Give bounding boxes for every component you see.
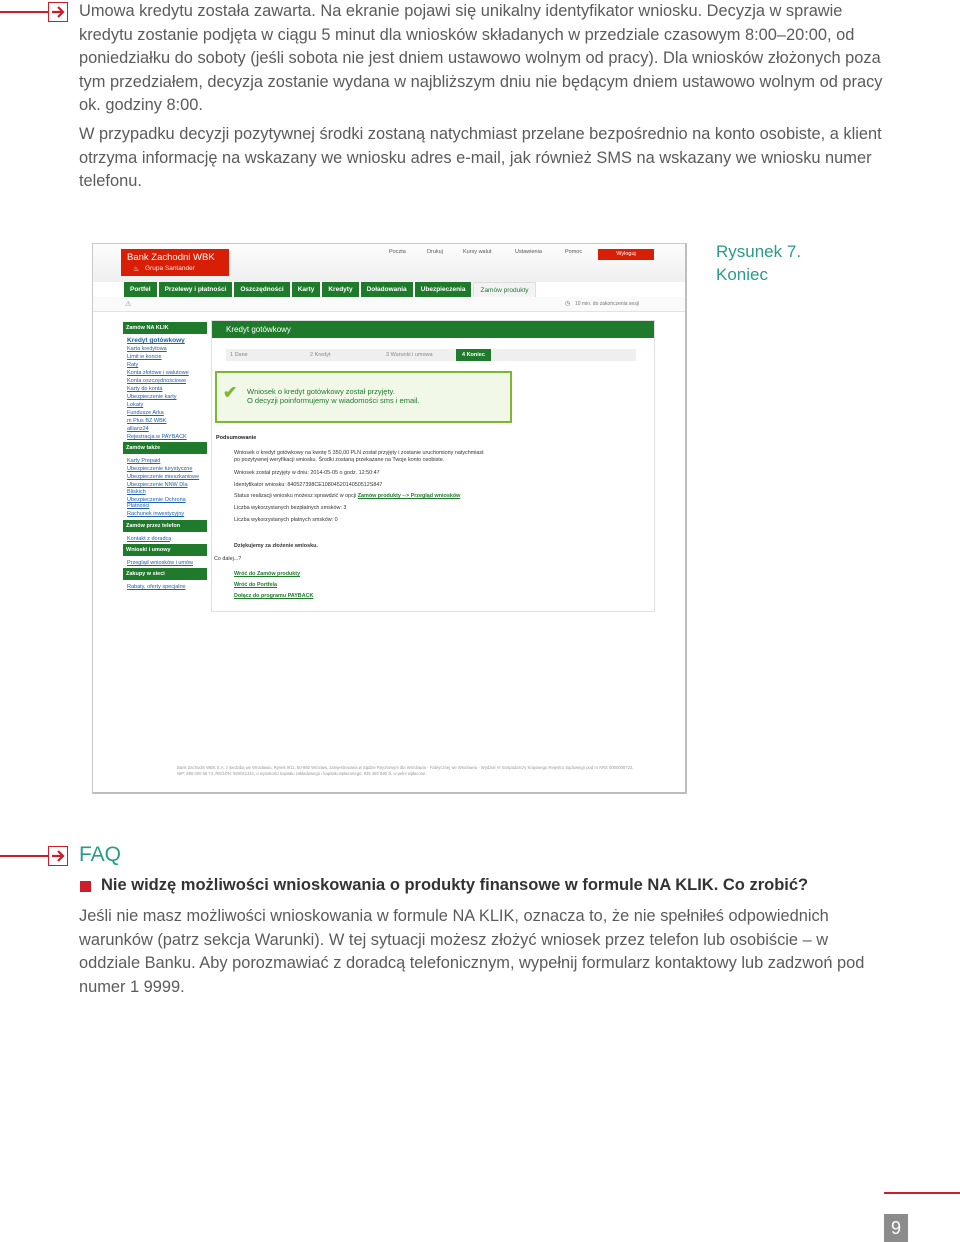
clock-icon: ◷ bbox=[565, 301, 571, 307]
sidebar-item[interactable]: Rabaty, oferty specjalne bbox=[127, 584, 186, 591]
sidebar-heading-zakupy: Zakupy w sieci bbox=[123, 568, 207, 580]
page-number-rule bbox=[884, 1192, 960, 1194]
sidebar-item[interactable]: Karty Prepaid bbox=[127, 458, 161, 465]
step-4-active: 4 Koniec bbox=[456, 349, 491, 361]
tab-portfel[interactable]: Portfel bbox=[124, 282, 157, 297]
tab-karty[interactable]: Karty bbox=[292, 282, 321, 297]
sidebar-heading-wnioski: Wnioski i umowy bbox=[123, 544, 207, 556]
success-line-1: Wniosek o kredyt gotówkowy został przyjęty. bbox=[247, 387, 395, 396]
figure-caption bbox=[716, 240, 801, 286]
sidebar-item[interactable]: Ubezpieczenie Ochrona Płatności bbox=[127, 496, 186, 510]
sidebar-item[interactable]: Lokaty bbox=[127, 402, 144, 408]
main-panel bbox=[211, 320, 655, 612]
tab-zamow-produkty[interactable]: Zamów produkty bbox=[473, 282, 535, 297]
tool-rates[interactable]: Kursy walut bbox=[463, 249, 492, 255]
bank-footer: Bank Zachodni WBK S.A. z siedzibą we Wrocławiu, Rynek 9/11, 50-950 Wrocław, zarejestrowana w Sądzie Rejonowym dla Wrocławia - Fabrycznej we Wrocławiu - Wydział VI Gospodarczy Krajowego Rejestru Sądowego pod nr KRS 0000008723, NIP: 896 000 56 73, REGON: 930041341, o wysokości kapitału zakładowego i kapitału wpłaconego: 935 450 890 zł, w pełni wpłacone. bbox=[177, 765, 634, 776]
santander-flame-icon: ♨ bbox=[133, 266, 140, 273]
summary-row-status bbox=[234, 493, 534, 500]
sidebar-item[interactable]: Rejestracja w PAYBACK bbox=[127, 434, 187, 440]
thanks-text: Dziękujemy za złożenie wniosku. bbox=[234, 543, 318, 549]
figure-title: Koniec bbox=[716, 265, 768, 284]
sidebar-item[interactable]: Raty bbox=[127, 362, 139, 368]
step-3: 3 Warunki i umowa bbox=[386, 352, 433, 358]
faq-title: FAQ bbox=[79, 843, 122, 866]
sidebar-item[interactable]: m Plus BZ WBK bbox=[127, 418, 167, 424]
checkmark-icon: ✔ bbox=[223, 383, 238, 402]
sidebar-item[interactable]: Ubezpieczenie mieszkaniowe bbox=[127, 474, 200, 481]
main-panel-title: Kredyt gotówkowy bbox=[212, 321, 654, 338]
sidebar-item[interactable]: Kredyt gotówkowy bbox=[127, 337, 185, 344]
sidebar-heading-zamow-takze: Zamów także bbox=[123, 442, 207, 454]
bank-logo-group: Grupa Santander bbox=[145, 265, 195, 272]
sidebar-item[interactable]: Konta oszczędnościowe bbox=[127, 378, 187, 384]
figure-number: Rysunek 7. bbox=[716, 242, 802, 261]
sidebar-heading-telefon: Zamów przez telefon bbox=[123, 520, 207, 532]
tab-doladowania[interactable]: Doładowania bbox=[361, 282, 413, 297]
session-bar bbox=[93, 297, 685, 312]
sidebar-item[interactable]: Ubezpieczenie karty bbox=[127, 394, 177, 400]
section-arrow-icon bbox=[0, 2, 68, 22]
step-2: 2 Kredyt bbox=[310, 352, 331, 358]
sidebar-item[interactable]: Ubezpieczenie turystyczne bbox=[127, 466, 193, 473]
sidebar-item[interactable]: Kontakt z doradcą bbox=[127, 535, 172, 542]
back-to-products-link[interactable]: Wróć do Zamów produkty bbox=[234, 571, 301, 577]
tab-przelewy[interactable]: Przelewy i płatności bbox=[159, 282, 233, 297]
warning-icon: ⚠ bbox=[125, 301, 132, 308]
status-text: Status realizacji wniosku możesz sprawdzić w opcji bbox=[234, 493, 357, 499]
intro-paragraph-1: Umowa kredytu została zawarta. Na ekranie pojawi się unikalny identyfikator wniosku. Decyzja w sprawie kredytu zostanie podjęta w ciągu 5 minut dla wniosków składanych w przedziale czasowym 8:00–20:00, od poniedziałku do soboty (jeśli sobota nie jest dniem ustawowo wolnym od pracy). Dla wniosków złożonych poza tym przedziałem, decyzja zostanie wydana w najbliższym dniu nie będącym dniem ustawowo wolnym od pracy ok. godziny 8:00. bbox=[79, 2, 883, 115]
tab-oszczednosci[interactable]: Oszczędności bbox=[234, 282, 289, 297]
tool-settings[interactable]: Ustawienia bbox=[515, 249, 542, 255]
summary-row: po pozytywnej weryfikacji wniosku. Środki zostaną przekazane na Twoje konto osobiste. bbox=[234, 457, 445, 463]
sidebar-item[interactable]: Fundusze Arka bbox=[127, 410, 164, 416]
tool-mail[interactable]: Poczta bbox=[389, 249, 406, 255]
faq-bullet-icon bbox=[80, 881, 91, 892]
summary-row: Wniosek został przyjęty w dniu: 2014-05-05 o godz. 12:50:47 bbox=[234, 470, 380, 476]
summary-title: Podsumowanie bbox=[216, 435, 257, 441]
sidebar bbox=[123, 320, 207, 592]
bank-screenshot bbox=[92, 243, 687, 794]
session-timer: 10 min. do zakończenia sesji bbox=[575, 301, 639, 307]
sidebar-item[interactable]: Karty do konta bbox=[127, 386, 163, 392]
progress-steps bbox=[226, 349, 636, 361]
success-message bbox=[215, 371, 512, 423]
back-to-portfolio-link[interactable]: Wróć do Portfela bbox=[234, 582, 278, 588]
sidebar-item[interactable]: Rachunek inwestycyjny bbox=[127, 511, 185, 518]
sidebar-item[interactable]: Konta złotowe i walutowe bbox=[127, 370, 189, 376]
summary-row: Wniosek o kredyt gotówkowy na kwotę 5 350,00 PLN został przyjęty i zostanie uruchomiony natychmiast bbox=[234, 450, 484, 456]
next-text: Co dalej...? bbox=[214, 556, 242, 562]
summary-row: Liczba wykorzystanych bezpłatnych smsków: 3 bbox=[234, 505, 347, 511]
tab-kredyty[interactable]: Kredyty bbox=[322, 282, 358, 297]
tab-ubezpieczenia[interactable]: Ubezpieczenia bbox=[415, 282, 472, 297]
summary-row: Identyfikator wniosku: 840527398CE1080452014050512S847 bbox=[234, 482, 383, 488]
sidebar-item[interactable]: Karta kredytowa bbox=[127, 346, 167, 352]
logout-button[interactable]: Wyloguj bbox=[598, 249, 654, 260]
success-line-2: O decyzji poinformujemy w wiadomości sms i email. bbox=[247, 396, 420, 405]
bank-logo-name: Bank Zachodni WBK bbox=[127, 252, 215, 263]
bank-logo bbox=[121, 249, 229, 276]
faq-arrow-icon bbox=[0, 846, 68, 866]
main-tabs bbox=[124, 282, 538, 297]
tool-print[interactable]: Drukuj bbox=[427, 249, 443, 255]
summary-row: Liczba wykorzystanych płatnych smsków: 0 bbox=[234, 517, 338, 523]
sidebar-item[interactable]: Ubezpieczenie NNW Dla Bliskich bbox=[127, 482, 188, 495]
sidebar-item[interactable]: allianz24 bbox=[127, 426, 149, 432]
tool-help[interactable]: Pomoc bbox=[565, 249, 583, 255]
intro-paragraph-2: W przypadku decyzji pozytywnej środki zostaną natychmiast przelane bezpośrednio na konto osobiste, a klient otrzyma informację na wskazany we wniosku adres e-mail, jak również SMS na wskazany we wniosku numer telefonu. bbox=[79, 125, 882, 191]
faq-question: Nie widzę możliwości wnioskowania o produkty finansowe w formule NA KLIK. Co zrobić? bbox=[101, 876, 809, 894]
bank-topbar bbox=[93, 244, 685, 282]
join-payback-link[interactable]: Dołącz do programu PAYBACK bbox=[234, 593, 314, 599]
status-link[interactable]: Zamów produkty --> Przegląd wniosków bbox=[357, 493, 461, 499]
sidebar-item[interactable]: Przegląd wniosków i umów bbox=[127, 560, 194, 567]
faq-answer: Jeśli nie masz możliwości wnioskowania w formule NA KLIK, oznacza to, że nie spełniłeś odpowiednich warunków (patrz sekcja Warunki). W tej sytuacji możesz złożyć wniosek przez telefon lub osobiście – w oddziale Banku. Aby porozmawiać z doradcą telefonicznym, wypełnij formularz kontaktowy lub zadzwoń pod numer 1 9999. bbox=[79, 907, 865, 996]
sidebar-item[interactable]: Limit w koncie bbox=[127, 354, 162, 360]
sidebar-heading-na-klik: Zamów NA KLIK bbox=[123, 322, 207, 334]
page-number: 9 bbox=[884, 1214, 908, 1242]
step-1: 1 Dane bbox=[230, 352, 248, 358]
